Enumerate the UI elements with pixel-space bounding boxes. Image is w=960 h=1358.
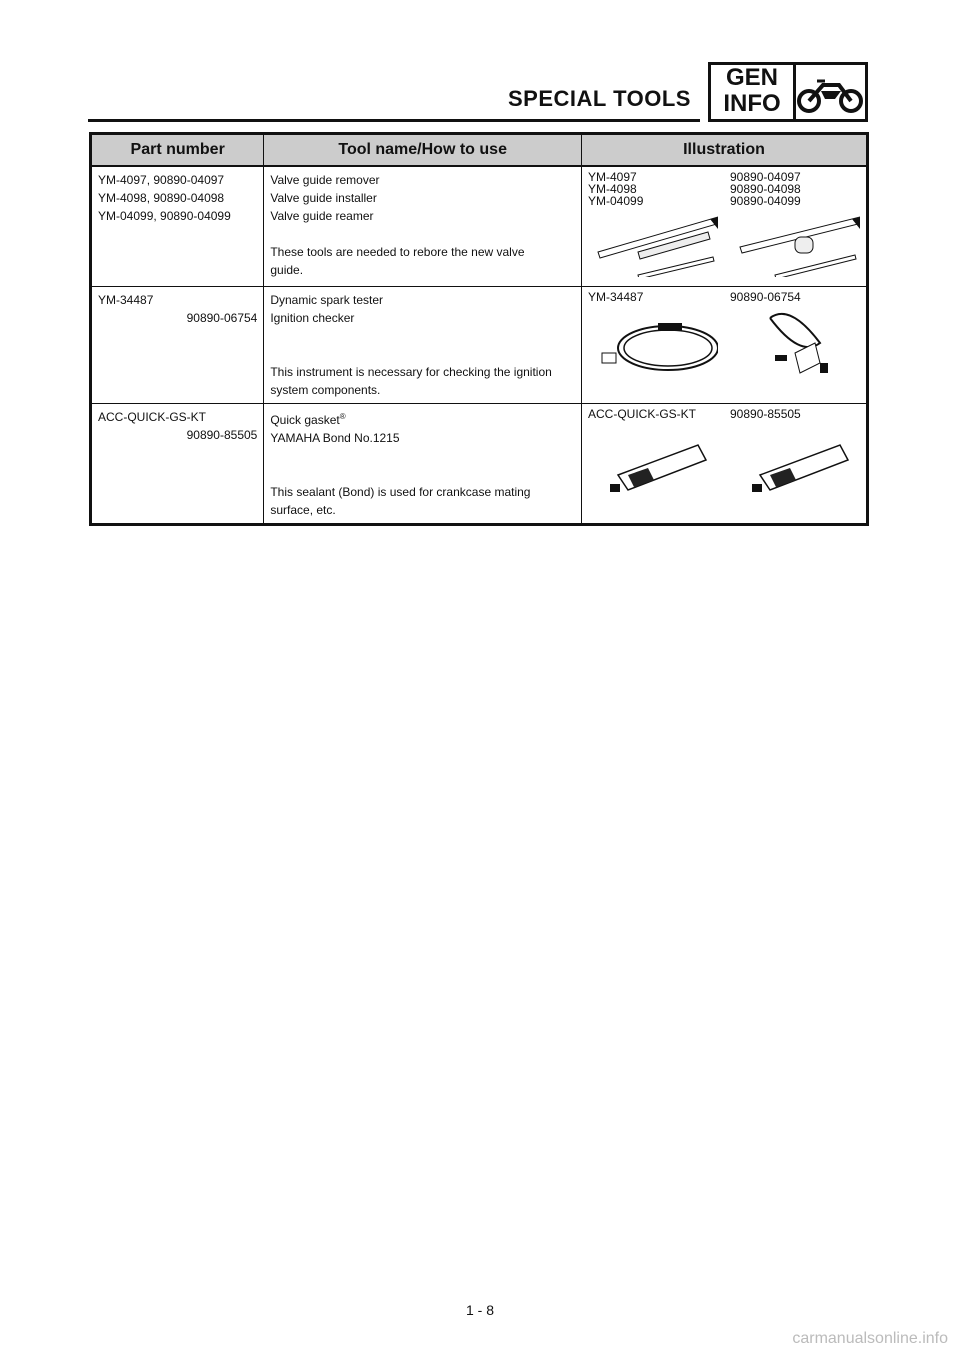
illustration-right: [724, 287, 866, 392]
illustration-cell: [582, 287, 868, 404]
usage-text: surface, etc.: [270, 503, 336, 517]
table-header-row: [91, 134, 868, 167]
illustration-left: [582, 404, 724, 509]
section-badge: [708, 62, 868, 122]
ill-label: ACC-QUICK-GS-KT: [588, 407, 696, 421]
watermark: carmanualsonline.info: [792, 1330, 948, 1347]
spark-tester-illustration: [588, 303, 718, 383]
usage-text: This sealant (Bond) is used for crankcase mating: [270, 485, 531, 499]
illustration-cell: [582, 166, 868, 287]
header-rule: [88, 119, 700, 122]
table-row: [91, 404, 868, 525]
tool-name: Dynamic spark tester: [270, 293, 384, 307]
illustration-right: [724, 404, 866, 509]
tool-name: Valve guide remover: [270, 173, 380, 187]
ill-label: YM-4097: [588, 170, 637, 184]
registered-mark: ®: [339, 412, 346, 421]
motorcycle-icon: [795, 69, 865, 117]
illustration-left: [582, 287, 724, 392]
badge-info: INFO: [723, 90, 781, 117]
part-number: ACC-QUICK-GS-KT: [98, 410, 206, 424]
ill-label: 90890-06754: [730, 290, 801, 304]
illustration-cell: [582, 404, 868, 525]
special-tools-table: [89, 132, 869, 526]
part-number: 90890-85505: [186, 428, 258, 442]
ill-label: 90890-85505: [730, 407, 801, 421]
tool-name-cell: [264, 287, 582, 404]
section-badge-text: [711, 65, 796, 119]
sealant-tube-illustration: [730, 420, 860, 500]
part-number: YM-34487: [98, 293, 154, 307]
badge-gen: GEN: [725, 64, 778, 91]
ill-label: YM-34487: [588, 290, 644, 304]
ill-label: 90890-04098: [730, 182, 801, 196]
tool-name: YAMAHA Bond No.1215: [270, 431, 400, 445]
part-number-cell: [91, 166, 264, 287]
usage-text: guide.: [270, 263, 304, 277]
ill-label: YM-4098: [588, 182, 637, 196]
tool-name: Ignition checker: [270, 311, 355, 325]
ill-label: 90890-04097: [730, 170, 801, 184]
illustration-left: [582, 167, 724, 286]
part-number-cell: [91, 287, 264, 404]
valve-guide-tools-illustration: [588, 207, 718, 277]
table-row: [91, 166, 868, 287]
tool-name-cell: [264, 404, 582, 525]
part-number: YM-04099, 90890-04099: [98, 209, 231, 223]
usage-text: system components.: [270, 383, 381, 397]
part-number: 90890-06754: [186, 311, 258, 325]
ill-label: YM-04099: [588, 194, 644, 208]
tool-name: Valve guide installer: [270, 191, 377, 205]
usage-text: These tools are needed to rebore the new valve: [270, 245, 525, 259]
part-number-cell: [91, 404, 264, 525]
tool-name-cell: [264, 166, 582, 287]
tool-name-text: Quick gasket: [270, 413, 340, 427]
page-title: SPECIAL TOOLS: [508, 86, 691, 111]
usage-text: This instrument is necessary for checking the ignition: [270, 365, 552, 379]
part-number: YM-4097, 90890-04097: [98, 173, 225, 187]
page-number: 1 - 8: [465, 1302, 494, 1318]
sealant-tube-illustration: [588, 420, 718, 500]
col-illustration: Illustration: [582, 134, 868, 167]
part-number: YM-4098, 90890-04098: [98, 191, 225, 205]
ignition-checker-illustration: [730, 303, 860, 383]
col-part-number: Part number: [91, 134, 264, 167]
tool-name: [270, 408, 575, 429]
table-row: [91, 287, 868, 404]
ill-label: 90890-04099: [730, 194, 801, 208]
tool-name: Valve guide reamer: [270, 209, 374, 223]
valve-guide-tools-illustration: [730, 207, 860, 277]
col-tool-name: Tool name/How to use: [264, 134, 582, 167]
illustration-right: [724, 167, 866, 286]
